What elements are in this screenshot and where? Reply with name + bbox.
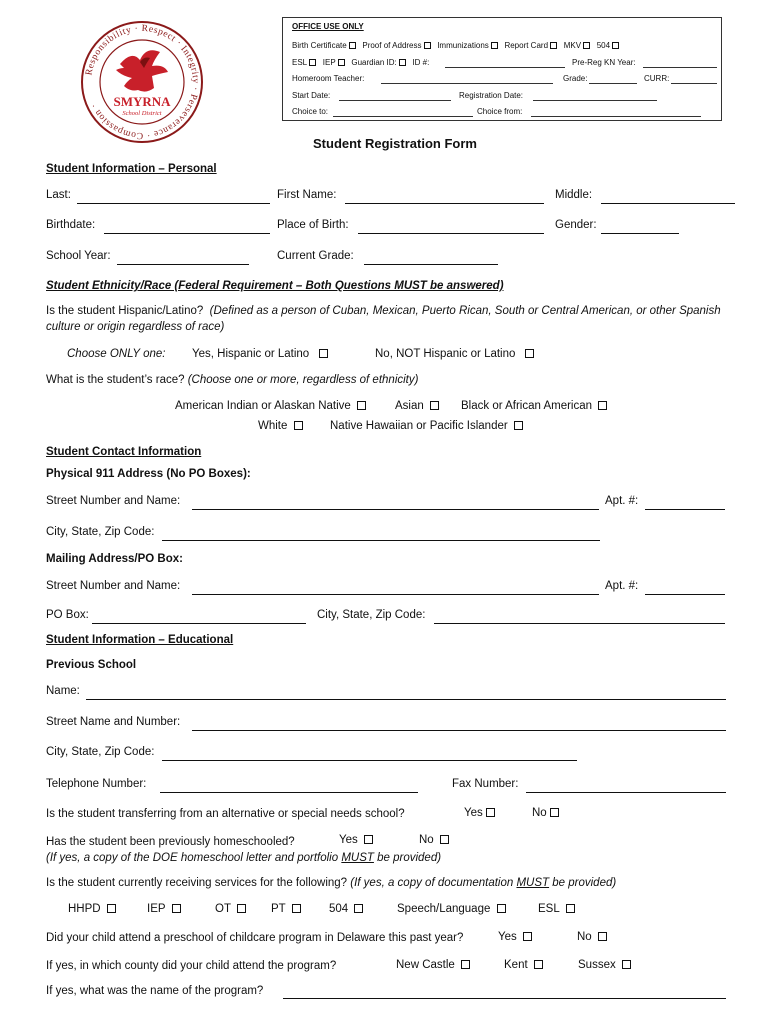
choice-from-line[interactable] [531,116,701,117]
school-city-input[interactable] [162,760,577,761]
choice-from-label: Choice from: [477,107,523,116]
office-use-box [282,17,722,121]
street-input[interactable] [192,509,599,510]
curr-line[interactable] [671,83,717,84]
checkbox[interactable] [612,42,619,49]
checkbox[interactable] [309,59,316,66]
hispanic-question: Is the student Hispanic/Latino? (Defined as a person of Cuban, Mexican, Puerto Rican, South or Central American, or other Spanish [46,305,721,317]
preschool-question: Did your child attend a preschool of childcare program in Delaware this past year? [46,932,464,944]
checkbox[interactable] [486,808,495,817]
checkbox[interactable] [319,349,328,358]
american-indian-option[interactable]: American Indian or Alaskan Native [175,400,366,412]
checkbox[interactable] [534,960,543,969]
transfer-yes-option[interactable]: Yes [464,807,495,819]
checkbox[interactable] [525,349,534,358]
logo-subtitle: School District [122,110,162,117]
birthdate-input[interactable] [104,233,270,234]
iep-option[interactable]: IEP [147,903,181,915]
grade-label: Grade: [563,74,588,83]
ot-option[interactable]: OT [215,903,246,915]
logo-ring-text: Responsibility · Respect · Integrity · Perseverance · Compassion · [84,23,201,141]
transfer-question: Is the student transferring from an alternative or special needs school? [46,808,405,820]
checkbox[interactable] [461,960,470,969]
asian-option[interactable]: Asian [395,400,439,412]
checkbox[interactable] [354,904,363,913]
curr-label: CURR: [644,74,670,83]
black-option[interactable]: Black or African American [461,400,607,412]
white-option[interactable]: White [258,420,303,432]
mailing-street-label: Street Number and Name: [46,580,181,592]
choose-one-label: Choose ONLY one: [67,348,166,360]
homeroom-line[interactable] [381,83,553,84]
school-year-label: School Year: [46,250,111,262]
place-of-birth-label: Place of Birth: [277,219,349,231]
mailing-address-heading: Mailing Address/PO Box: [46,553,183,565]
apt-label: Apt. #: [605,495,639,507]
mailing-city-input[interactable] [434,623,725,624]
city-label: City, State, Zip Code: [46,526,155,538]
checkbox[interactable] [598,932,607,941]
form-title: Student Registration Form [313,136,477,151]
checkbox[interactable] [294,421,303,430]
services-question: Is the student currently receiving services for the following? (If yes, a copy of documentation MUST be provided) [46,877,617,889]
choice-to-line[interactable] [333,116,473,117]
preschool-yes-option[interactable]: Yes [498,931,532,943]
contact-heading: Student Contact Information [46,446,202,458]
middle-name-input[interactable] [601,203,735,204]
checkbox[interactable] [550,808,559,817]
checkbox[interactable] [523,932,532,941]
kent-option[interactable]: Kent [504,959,543,971]
pt-option[interactable]: PT [271,903,301,915]
gender-input[interactable] [601,233,679,234]
start-date-label: Start Date: [292,91,331,100]
previous-school-heading: Previous School [46,659,137,671]
last-label: Last: [46,189,71,201]
city-input[interactable] [162,540,600,541]
preschool-no-option[interactable]: No [577,931,607,943]
place-of-birth-input[interactable] [358,233,544,234]
no-hispanic-option[interactable]: No, NOT Hispanic or Latino [375,348,534,360]
county-question: If yes, in which county did your child attend the program? [46,960,337,972]
eagle-icon [116,50,168,91]
checkbox[interactable] [172,904,181,913]
school-name-label: Name: [46,685,80,697]
sussex-option[interactable]: Sussex [578,959,631,971]
po-box-label: PO Box: [46,609,89,621]
checkbox[interactable] [349,42,356,49]
checkbox[interactable] [237,904,246,913]
checkbox[interactable] [566,904,575,913]
grade-line[interactable] [589,83,637,84]
homeschool-no-option[interactable]: No [419,834,449,846]
checkbox[interactable] [598,401,607,410]
current-grade-input[interactable] [364,264,498,265]
speech-language-option[interactable]: Speech/Language [397,903,506,915]
checkbox[interactable] [514,421,523,430]
homeschool-yes-option[interactable]: Yes [339,834,373,846]
checkbox[interactable] [430,401,439,410]
gender-label: Gender: [555,219,597,231]
checkbox[interactable] [550,42,557,49]
fax-label: Fax Number: [452,778,519,790]
office-row-1: Birth Certificate Proof of Address Immunizations Report Card MKV 504 [292,41,619,50]
hhpd-option[interactable]: HHPD [68,903,116,915]
school-year-input[interactable] [117,264,249,265]
logo-name: SMYRNA [113,94,171,109]
telephone-label: Telephone Number: [46,778,147,790]
reg-date-label: Registration Date: [459,91,524,100]
school-name-input[interactable] [86,699,726,700]
esl-option[interactable]: ESL [538,903,575,915]
checkbox[interactable] [357,401,366,410]
checkbox[interactable] [622,960,631,969]
choice-to-label: Choice to: [292,107,329,116]
school-district-logo [80,20,204,144]
program-name-question: If yes, what was the name of the program? [46,985,264,997]
street-label: Street Number and Name: [46,495,181,507]
mailing-apt-input[interactable] [645,594,725,595]
homeroom-label: Homeroom Teacher: [292,74,365,83]
office-title: OFFICE USE ONLY [292,22,364,31]
telephone-input[interactable] [160,792,418,793]
birthdate-label: Birthdate: [46,219,96,231]
middle-label: Middle: [555,189,593,201]
office-row-2: ESL IEP Guardian ID: ID #: [292,58,430,67]
current-grade-label: Current Grade: [277,250,354,262]
educational-heading: Student Information – Educational [46,634,234,646]
hispanic-definition-cont: culture or origin regardless of race) [46,321,225,333]
hawaiian-option[interactable]: Native Hawaiian or Pacific Islander [330,420,523,432]
ethnicity-heading: Student Ethnicity/Race (Federal Requirement – Both Questions MUST be answered) [46,280,504,292]
prereg-line[interactable] [643,67,717,68]
physical-address-heading: Physical 911 Address (No PO Boxes): [46,468,251,480]
apt-input[interactable] [645,509,725,510]
homeschool-note: (If yes, a copy of the DOE homeschool letter and portfolio MUST be provided) [46,852,442,864]
last-name-input[interactable] [77,203,270,204]
school-city-label: City, State, Zip Code: [46,746,155,758]
school-street-input[interactable] [192,730,726,731]
first-name-input[interactable] [345,203,544,204]
checkbox[interactable] [338,59,345,66]
new-castle-option[interactable]: New Castle [396,959,470,971]
prereg-label: Pre-Reg KN Year: [572,58,636,67]
checkbox[interactable] [440,835,449,844]
checkbox[interactable] [497,904,506,913]
po-box-input[interactable] [92,623,306,624]
mailing-city-label: City, State, Zip Code: [317,609,426,621]
checkbox[interactable] [107,904,116,913]
fax-input[interactable] [526,792,726,793]
mailing-street-input[interactable] [192,594,599,595]
id-line[interactable] [445,67,565,68]
checkbox[interactable] [583,42,590,49]
personal-heading: Student Information – Personal [46,163,217,175]
transfer-no-option[interactable]: No [532,807,559,819]
checkbox[interactable] [292,904,301,913]
checkbox[interactable] [424,42,431,49]
first-name-label: First Name: [277,189,337,201]
school-street-label: Street Name and Number: [46,716,181,728]
program-name-input[interactable] [283,998,726,999]
checkbox[interactable] [399,59,406,66]
start-date-line[interactable] [339,100,451,101]
mailing-apt-label: Apt. #: [605,580,639,592]
race-question: What is the student’s race? (Choose one or more, regardless of ethnicity) [46,374,419,386]
reg-date-line[interactable] [533,100,657,101]
homeschool-question: Has the student been previously homeschooled? [46,836,295,848]
checkbox[interactable] [364,835,373,844]
yes-hispanic-option[interactable]: Yes, Hispanic or Latino [192,348,328,360]
checkbox[interactable] [491,42,498,49]
504-option[interactable]: 504 [329,903,363,915]
